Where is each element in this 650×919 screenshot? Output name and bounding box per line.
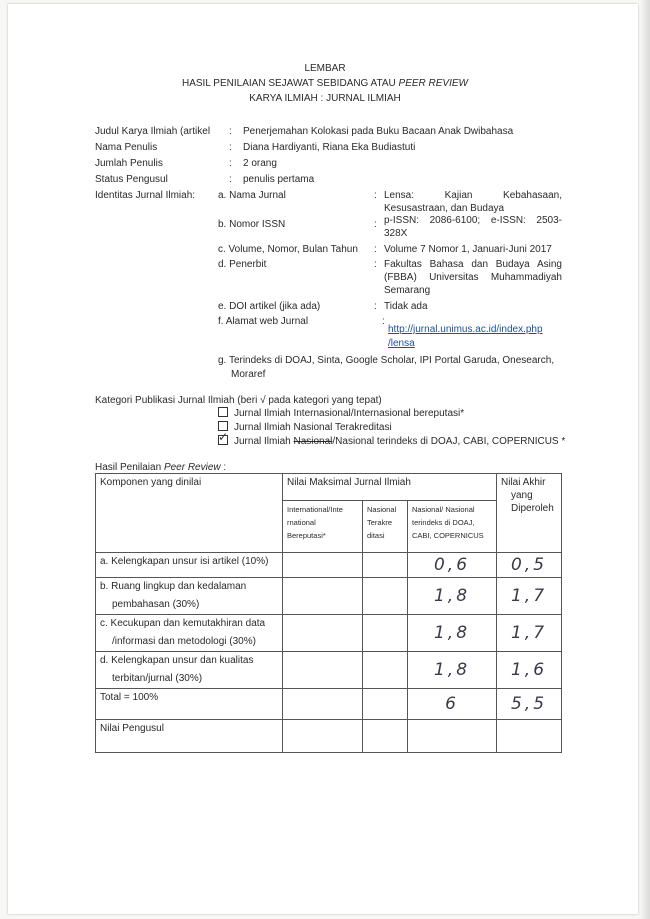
table-row <box>96 553 562 578</box>
cell-nilai-akhir: 1,7 <box>497 615 562 652</box>
kategori-option-1[interactable]: Jurnal Ilmiah Internasional/Internasional bereputasi* <box>218 407 464 420</box>
terindeks-line2: Moraref <box>231 369 266 380</box>
colon: : <box>229 126 232 137</box>
cell-empty <box>497 720 562 753</box>
cell-empty <box>363 578 408 615</box>
total-label: Total = 100% <box>96 689 283 720</box>
web-label: f. Alamat web Jurnal <box>218 316 309 327</box>
table-row <box>96 578 562 615</box>
colon: : <box>374 219 377 230</box>
cell-empty <box>408 720 497 753</box>
cell-empty <box>283 553 363 578</box>
cell-empty <box>363 689 408 720</box>
subheader-nasional-terindeks: Nasional/ Nasional terindeks di DOAJ, CABI, COPERNICUS <box>408 501 497 553</box>
cell-total-akhir: 5,5 <box>497 689 562 720</box>
cell-empty <box>363 720 408 753</box>
colon: : <box>374 244 377 255</box>
checkmark-icon: ✓ <box>218 430 229 444</box>
table-pengusul-row <box>96 720 562 753</box>
doi-label: e. DOI artikel (jika ada) <box>218 301 321 312</box>
table-row <box>96 615 562 652</box>
penerbit-value-1: Fakultas Bahasa dan Budaya Asing <box>384 259 562 270</box>
journal-url-link-1[interactable]: http://jurnal.unimus.ac.id/index.php <box>388 324 543 335</box>
penerbit-value-2: (FBBA) Universitas Muhammadiyah <box>384 272 562 283</box>
penerbit-label: d. Penerbit <box>218 259 267 270</box>
penulis-label: Nama Penulis <box>95 142 158 153</box>
colon: : <box>374 259 377 270</box>
nama-jurnal-label: a. Nama Jurnal <box>218 190 286 201</box>
status-label: Status Pengusul <box>95 174 168 185</box>
cell-total-maksimal: 6 <box>408 689 497 720</box>
subheader-nasional-terakreditasi: Nasional Terakre ditasi <box>363 501 408 553</box>
colon: : <box>229 174 232 185</box>
volume-value: Volume 7 Nomor 1, Januari-Juni 2017 <box>384 244 552 255</box>
jumlah-value: 2 orang <box>243 158 277 169</box>
header-line2: HASIL PENILAIAN SEJAWAT SEBIDANG ATAU PEER REVIEW <box>181 78 468 89</box>
doi-value: Tidak ada <box>384 301 428 312</box>
header-komponen: Komponen yang dinilai <box>96 474 283 553</box>
judul-label: Judul Karya Ilmiah (artikel <box>95 126 211 137</box>
colon: : <box>374 190 377 201</box>
penulis-value: Diana Hardiyanti, Riana Eka Budiastuti <box>243 142 416 153</box>
colon: : <box>374 301 377 312</box>
cell-empty <box>363 652 408 689</box>
issn-value-1: p-ISSN: 2086-6100; e-ISSN: 2503- <box>384 215 562 226</box>
nama-jurnal-value-1: Lensa: Kajian Kebahasaan, <box>384 190 562 201</box>
row-label: c. Kecukupan dan kemutakhiran data /informasi dan metodologi (30%) <box>96 615 283 652</box>
identitas-label: Identitas Jurnal Ilmiah: <box>95 190 196 201</box>
penilaian-table <box>95 473 562 753</box>
row-label: d. Kelengkapan unsur dan kualitas terbitan/jurnal (30%) <box>96 652 283 689</box>
header-nilai-maksimal: Nilai Maksimal Jurnal Ilmiah <box>283 474 497 501</box>
cell-empty <box>363 553 408 578</box>
pengusul-label: Nilai Pengusul <box>96 720 283 753</box>
jumlah-label: Jumlah Penulis <box>95 158 163 169</box>
volume-label: c. Volume, Nomor, Bulan Tahun <box>218 244 358 255</box>
cell-empty <box>283 652 363 689</box>
nama-jurnal-value-2: Kesusastraan, dan Budaya <box>384 203 505 214</box>
judul-value: Penerjemahan Kolokasi pada Buku Bacaan Anak Dwibahasa <box>243 126 514 137</box>
journal-url-link-2[interactable]: /lensa <box>388 338 415 349</box>
cell-empty <box>363 615 408 652</box>
kategori-option-3[interactable]: ✓ Jurnal Ilmiah Nasional/Nasional terindeks di DOAJ, CABI, COPERNICUS * <box>218 430 566 447</box>
terindeks-line1: g. Terindeks di DOAJ, Sinta, Google Scholar, IPI Portal Garuda, Onesearch, <box>218 355 555 366</box>
cell-nilai-akhir: 0,5 <box>497 553 562 578</box>
cell-nilai-maksimal: 1,8 <box>408 615 497 652</box>
header-line1: LEMBAR <box>304 63 346 74</box>
colon: : <box>229 158 232 169</box>
row-label: a. Kelengkapan unsur isi artikel (10%) <box>96 553 283 578</box>
checkbox-checked-icon[interactable] <box>218 430 229 445</box>
status-value: penulis pertama <box>243 174 315 185</box>
colon: : <box>229 142 232 153</box>
penerbit-value-3: Semarang <box>384 285 431 296</box>
cell-nilai-maksimal: 1,8 <box>408 652 497 689</box>
cell-empty <box>283 615 363 652</box>
cell-empty <box>283 720 363 753</box>
page-edge-shadow <box>640 0 650 919</box>
table-row <box>96 652 562 689</box>
cell-nilai-akhir: 1,7 <box>497 578 562 615</box>
table-total-row <box>96 689 562 720</box>
cell-empty <box>283 578 363 615</box>
table-caption: Hasil Penilaian Peer Review : <box>95 462 227 473</box>
cell-nilai-maksimal: 1,8 <box>408 578 497 615</box>
cell-empty <box>283 689 363 720</box>
header-line3: KARYA ILMIAH : JURNAL ILMIAH <box>249 93 401 104</box>
cell-nilai-maksimal: 0,6 <box>408 553 497 578</box>
header-nilai-akhir: Nilai Akhir yang Diperoleh <box>497 474 562 553</box>
kategori-option-2[interactable]: Jurnal Ilmiah Nasional Terakreditasi <box>218 421 392 434</box>
table-header-row <box>96 474 562 501</box>
issn-label: b. Nomor ISSN <box>218 219 286 230</box>
kategori-title: Kategori Publikasi Jurnal Ilmiah (beri √ pada kategori yang tepat) <box>95 395 382 406</box>
checkbox-icon[interactable] <box>218 407 228 417</box>
cell-nilai-akhir: 1,6 <box>497 652 562 689</box>
issn-value-2: 328X <box>384 228 408 239</box>
colon: : <box>382 316 385 327</box>
subheader-internasional: International/Inte rnational Bereputasi* <box>283 501 363 553</box>
row-label: b. Ruang lingkup dan kedalaman pembahasan (30%) <box>96 578 283 615</box>
